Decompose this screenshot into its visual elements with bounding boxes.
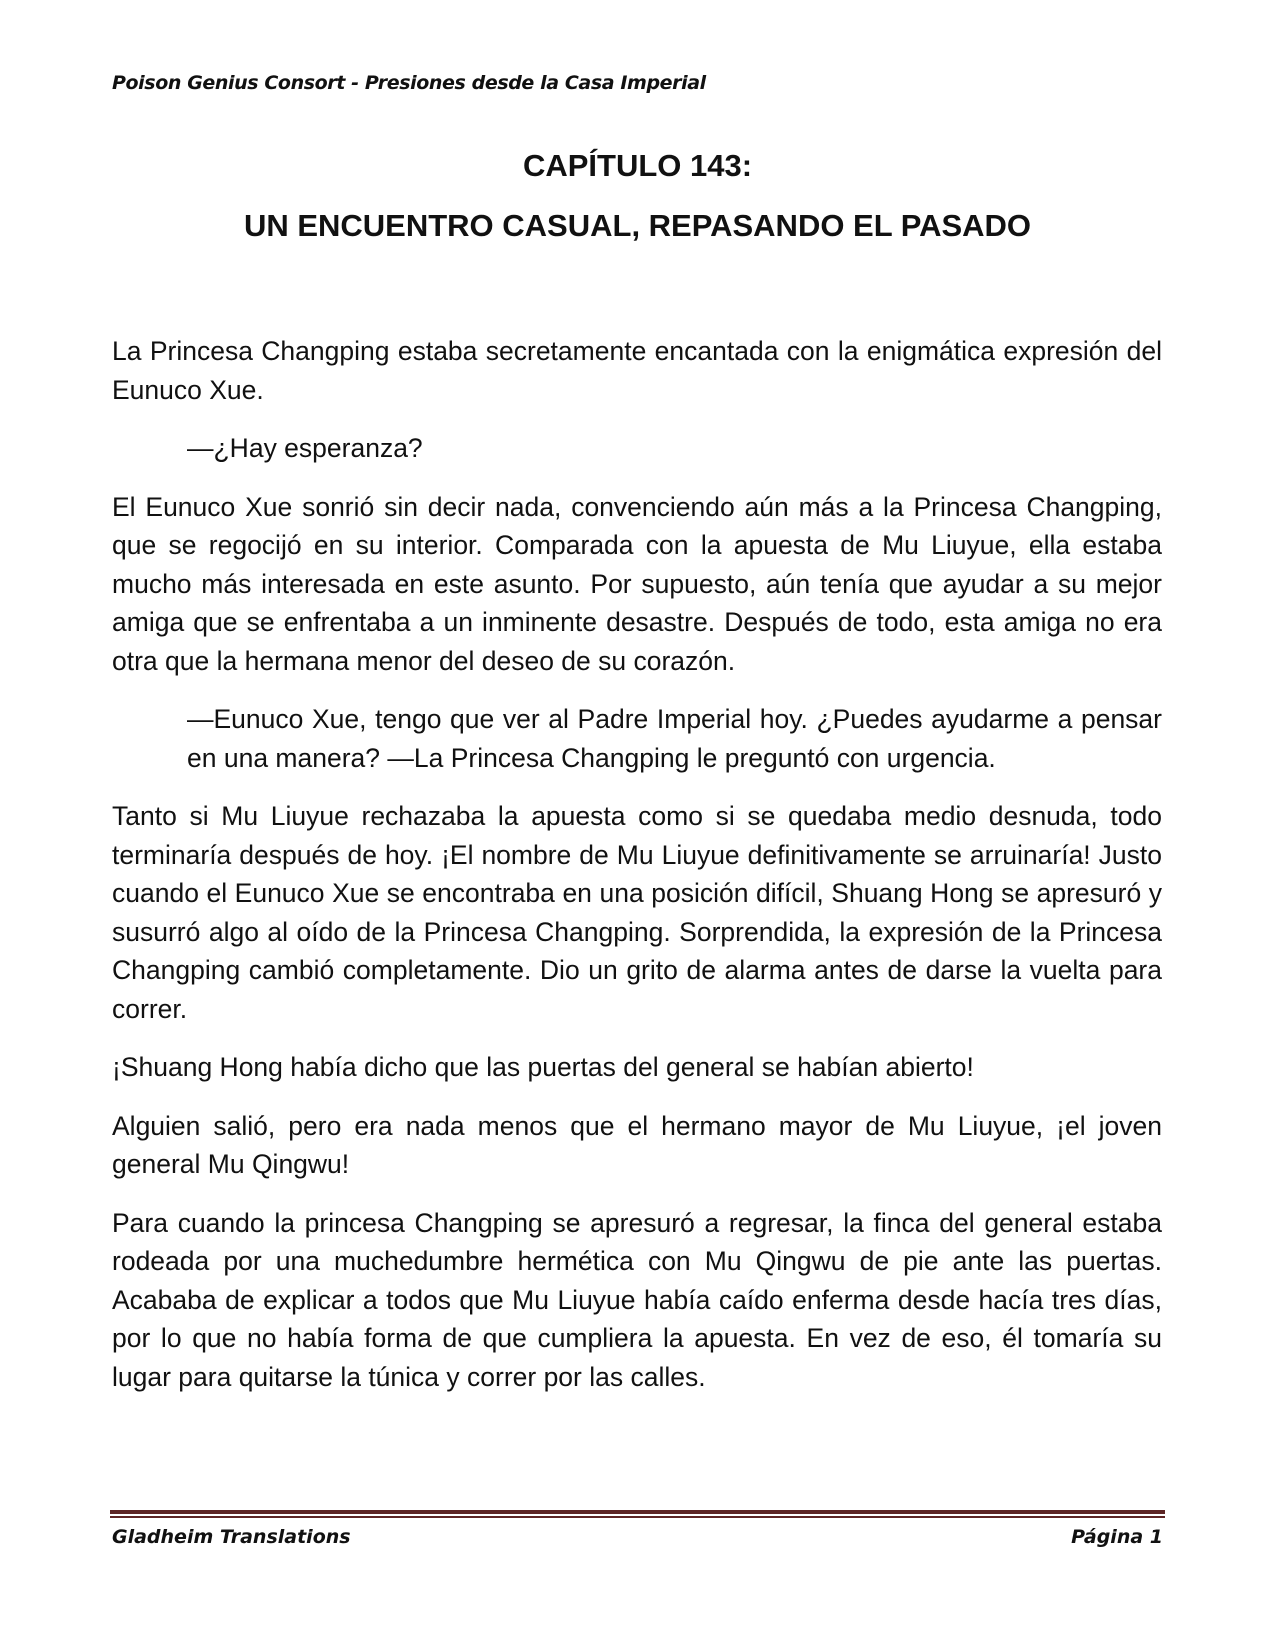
- footer-rule-thick: [110, 1510, 1165, 1514]
- chapter-number-title: CAPÍTULO 143:: [522, 148, 753, 183]
- running-header: Poison Genius Consort - Presiones desde la Casa Imperial: [112, 72, 706, 94]
- page-number: Página 1: [1071, 1526, 1163, 1548]
- chapter-body: [112, 332, 1162, 1416]
- chapter-subtitle: UN ENCUENTRO CASUAL, REPASANDO EL PASADO: [243, 208, 1032, 243]
- paragraph: La Princesa Changping estaba secretamente encantada con la enigmática expresión del Eunuco Xue.: [112, 336, 1162, 405]
- paragraph: Tanto si Mu Liuyue rechazaba la apuesta como si se quedaba medio desnuda, todo terminaría después de hoy. ¡El nombre de Mu Liuyue definitivamente se arruinaría! Justo cuando el Eunuco Xue se encontraba en una posición difícil, Shuang Hong se apresuró y susurró algo al oído de la Princesa Changping. Sorprendida, la expresión de la Princesa Changping cambió completamente. Dio un grito de alarma antes de darse la vuelta para correr.: [112, 801, 1162, 1024]
- paragraph: ¡Shuang Hong había dicho que las puertas del general se habían abierto!: [112, 1052, 974, 1082]
- paragraph: El Eunuco Xue sonrió sin decir nada, convenciendo aún más a la Princesa Changping, que se regocijó en su interior. Comparada con la apuesta de Mu Liuyue, ella estaba mucho más interesada en este asunto. Por supuesto, aún tenía que ayudar a su mejor amiga que se enfrentaba a un inminente desastre. Después de todo, esta amiga no era otra que la hermana menor del deseo de su corazón.: [112, 491, 1162, 676]
- chapter-titles: [112, 148, 1163, 244]
- dialogue-paragraph: —¿Hay esperanza?: [187, 433, 423, 463]
- footer-publisher: Gladheim Translations: [112, 1526, 351, 1548]
- paragraph: Alguien salió, pero era nada menos que el hermano mayor de Mu Liuyue, ¡el joven general Mu Qingwu!: [112, 1110, 1162, 1179]
- paragraph: Para cuando la princesa Changping se apresuró a regresar, la finca del general estaba rodeada por una muchedumbre hermética con Mu Qingwu de pie ante las puertas. Acababa de explicar a todos que Mu Liuyue había caído enferma desde hacía tres días, por lo que no había forma de que cumpliera la apuesta. En vez de eso, él tomaría su lugar para quitarse la túnica y correr por las calles.: [112, 1207, 1162, 1392]
- footer-rule-thin: [110, 1516, 1165, 1518]
- dialogue-paragraph: —Eunuco Xue, tengo que ver al Padre Imperial hoy. ¿Puedes ayudarme a pensar en una manera? —La Princesa Changping le preguntó con urgencia.: [187, 704, 1162, 773]
